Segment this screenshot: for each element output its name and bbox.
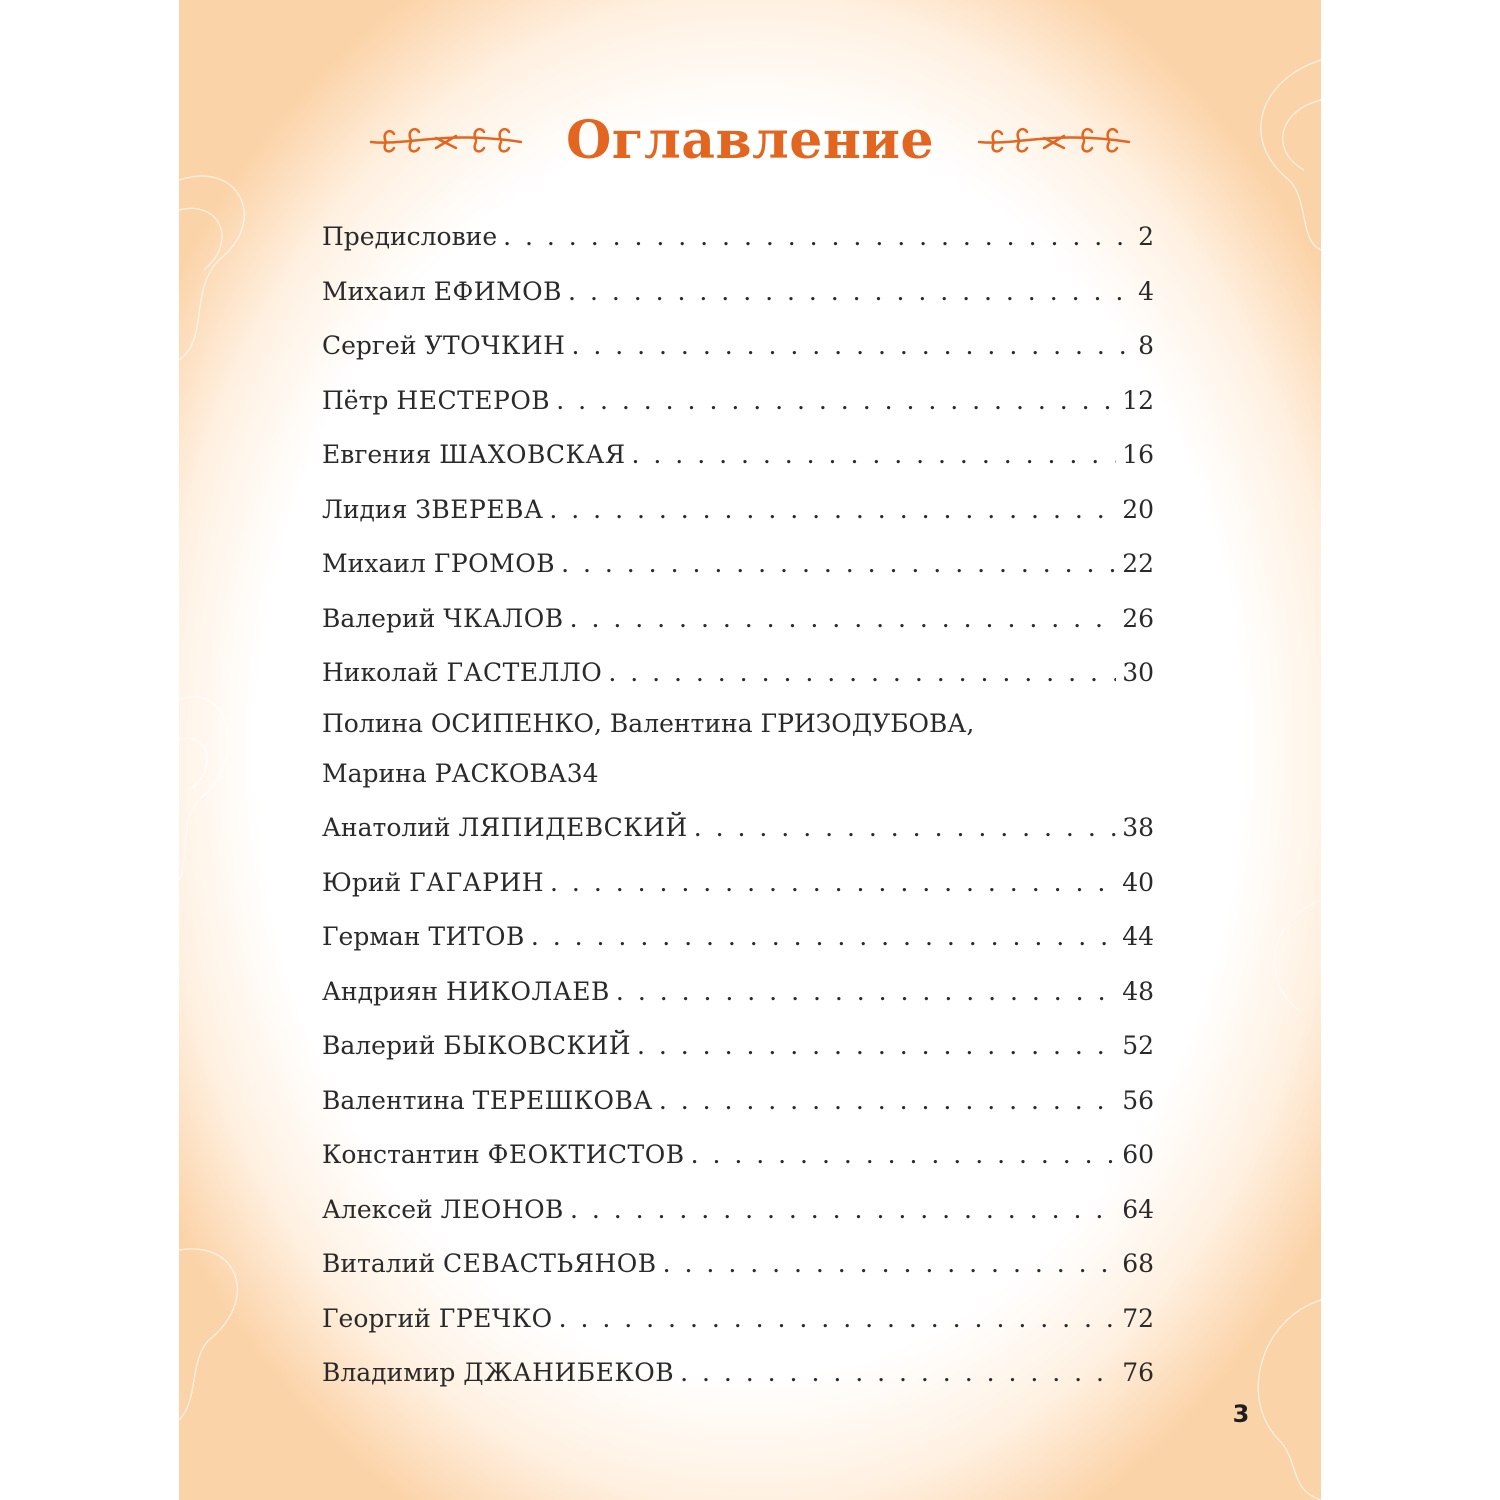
toc-dot-leader — [637, 1019, 1116, 1074]
toc-entry-last-name: ФЕОКТИСТОВ — [487, 1140, 685, 1169]
toc-entry-name — [322, 856, 544, 911]
toc-entry-name — [322, 319, 565, 374]
toc-entry-name — [322, 1183, 564, 1238]
toc-entry-last-name: ТИТОВ — [428, 922, 525, 951]
toc-dot-leader — [570, 1183, 1116, 1238]
toc-entry-name — [322, 428, 626, 483]
toc-entry-last-name: НЕСТЕРОВ — [396, 385, 551, 415]
toc-dot-leader — [608, 646, 1116, 701]
toc-entry-page: 2 — [1138, 222, 1154, 251]
toc-entry[interactable] — [322, 701, 1154, 802]
toc-entry-page: 8 — [1138, 331, 1154, 360]
toc-entry-last-name: СЕВАСТЬЯНОВ — [442, 1249, 657, 1278]
toc-entry-last-name: ТЕРЕШКОВА — [472, 1085, 653, 1115]
toc-entry[interactable] — [322, 483, 1154, 538]
toc-entry-first-name: Юрий — [322, 867, 402, 897]
toc-entry-first-name: Валерий — [322, 1031, 436, 1060]
toc-entry-page: 20 — [1122, 494, 1154, 524]
toc-entry-last-name: ДЖАНИБЕКОВ — [463, 1358, 675, 1387]
toc-dot-leader — [571, 319, 1132, 374]
toc-entry[interactable] — [322, 265, 1154, 320]
toc-entry[interactable] — [322, 210, 1154, 265]
toc-entry-name — [322, 910, 525, 965]
toc-entry-page: 30 — [1122, 658, 1154, 687]
toc-entry-name — [322, 1019, 631, 1074]
toc-entry-first-name: Георгий — [322, 1303, 431, 1333]
toc-entry-page: 52 — [1122, 1031, 1154, 1060]
toc-entry-first-name: Пётр — [322, 385, 389, 415]
toc-entry[interactable] — [322, 1019, 1154, 1074]
toc-entry-name — [322, 537, 555, 592]
toc-entry[interactable] — [322, 801, 1154, 856]
toc-entry[interactable] — [322, 856, 1154, 911]
laurel-branch-ornament-icon — [366, 120, 526, 160]
toc-dot-leader — [632, 428, 1117, 483]
toc-entry-first-name: Герман — [322, 922, 421, 951]
toc-entry-last-name: РАСКОВА — [434, 758, 567, 788]
toc-dot-leader — [659, 1074, 1116, 1129]
toc-dot-leader — [568, 265, 1132, 320]
toc-entry-page: 76 — [1122, 1358, 1154, 1387]
toc-entry-first-name: Михаил — [322, 549, 426, 578]
toc-entry[interactable] — [322, 1346, 1154, 1401]
toc-entry-page: 44 — [1122, 922, 1154, 951]
toc-entry-page: 4 — [1138, 276, 1154, 306]
toc-entry-name — [322, 210, 497, 265]
toc-entry-first-name: Андриян — [322, 976, 439, 1006]
book-page — [179, 0, 1321, 1500]
toc-entry-page: 60 — [1122, 1140, 1154, 1169]
toc-entry-last-name: ГРОМОВ — [433, 549, 556, 578]
toc-entry[interactable] — [322, 1074, 1154, 1129]
toc-entry-last-name: ЧКАЛОВ — [443, 603, 564, 633]
toc-dot-leader — [680, 1346, 1116, 1401]
toc-entry[interactable] — [322, 910, 1154, 965]
toc-entry-name — [322, 747, 567, 802]
title-row — [179, 100, 1321, 180]
toc-entry[interactable] — [322, 646, 1154, 701]
toc-entry-first-name: Валерий — [322, 603, 436, 633]
toc-entry[interactable] — [322, 1183, 1154, 1238]
toc-dot-leader — [549, 483, 1116, 538]
toc-entry-last-name: ЕФИМОВ — [433, 276, 563, 306]
toc-entry-name — [322, 965, 610, 1020]
toc-entry[interactable] — [322, 1292, 1154, 1347]
toc-entry-first-name: Николай — [322, 658, 439, 687]
toc-dot-leader — [561, 537, 1116, 592]
toc-entry-name — [322, 1074, 653, 1129]
toc-entry-first-name: Сергей — [322, 331, 417, 360]
toc-entry-page: 38 — [1122, 813, 1154, 842]
toc-entry-first-name: Алексей — [322, 1194, 433, 1224]
toc-entry-name — [322, 374, 550, 429]
toc-entry-page: 22 — [1122, 549, 1154, 578]
toc-entry-last-name: ГРЕЧКО — [438, 1303, 553, 1333]
toc-entry-page: 40 — [1122, 867, 1154, 897]
toc-entry-name — [322, 801, 688, 856]
toc-entry-first-name: Валентина — [322, 1085, 465, 1115]
toc-entry-name — [322, 1128, 685, 1183]
toc-entry[interactable] — [322, 592, 1154, 647]
toc-entry-page: 26 — [1122, 603, 1154, 633]
toc-dot-leader — [559, 1292, 1117, 1347]
toc-entry-page: 12 — [1122, 385, 1154, 415]
page-title: Оглавление — [565, 109, 935, 171]
toc-entry-last-name: ГАГАРИН — [409, 867, 545, 897]
toc-entry-first-name: Анатолий — [322, 813, 451, 842]
toc-entry-last-name: НИКОЛАЕВ — [446, 976, 610, 1006]
toc-entry-page: 48 — [1122, 976, 1154, 1006]
toc-entry-first-name: Предисловие — [322, 222, 498, 251]
toc-entry[interactable] — [322, 428, 1154, 483]
laurel-branch-ornament-icon — [974, 120, 1134, 160]
toc-dot-leader — [663, 1237, 1117, 1292]
toc-entry-page: 16 — [1122, 440, 1154, 469]
toc-dot-leader — [503, 210, 1132, 265]
toc-entry-first-name: Марина — [322, 758, 427, 788]
toc-entry-first-name: Лидия — [322, 494, 408, 524]
toc-entry-name — [322, 1346, 674, 1401]
toc-dot-leader — [550, 856, 1116, 911]
toc-dot-leader — [531, 910, 1116, 965]
toc-entry-name — [322, 646, 602, 701]
toc-entry-last-name: ЛЯПИДЕВСКИЙ — [458, 813, 688, 842]
toc-entry-first-name: Евгения — [322, 440, 432, 469]
toc-entry-first-name: Михаил — [322, 276, 426, 306]
toc-entry-first-name: Константин — [322, 1140, 480, 1169]
toc-entry[interactable] — [322, 374, 1154, 429]
toc-entry-name — [322, 592, 564, 647]
toc-entry[interactable] — [322, 965, 1154, 1020]
toc-dot-leader — [570, 592, 1117, 647]
toc-entry-name — [322, 1237, 657, 1292]
toc-entry-first-name: Владимир — [322, 1358, 456, 1387]
toc-entry[interactable] — [322, 319, 1154, 374]
toc-entry-last-name: УТОЧКИН — [424, 331, 566, 360]
toc-entry-last-name: БЫКОВСКИЙ — [443, 1031, 631, 1060]
toc-entry-last-name: ЛЕОНОВ — [440, 1194, 564, 1224]
toc-entry[interactable] — [322, 1128, 1154, 1183]
toc-entry-name — [322, 483, 543, 538]
toc-dot-leader — [556, 374, 1116, 429]
toc-entry-last-name: ШАХОВСКАЯ — [439, 440, 626, 469]
toc-entry-page: 34 — [566, 758, 599, 788]
toc-dot-leader — [694, 801, 1116, 856]
toc-entry-page: 68 — [1122, 1249, 1154, 1278]
toc-entry-name-line: Полина ОСИПЕНКО, Валентина ГРИЗОДУБОВА, — [322, 708, 975, 738]
toc-entry[interactable] — [322, 537, 1154, 592]
toc-entry-page: 56 — [1122, 1085, 1154, 1115]
toc-entry-last-name: ГАСТЕЛЛО — [446, 658, 603, 687]
toc-entry-page: 64 — [1122, 1194, 1154, 1224]
toc-entry-first-name: Виталий — [322, 1249, 435, 1278]
toc-dot-leader — [691, 1128, 1117, 1183]
table-of-contents — [322, 210, 1154, 1401]
toc-entry[interactable] — [322, 1237, 1154, 1292]
toc-entry-name — [322, 265, 562, 320]
toc-dot-leader — [616, 965, 1116, 1020]
toc-entry-name — [322, 1292, 553, 1347]
toc-entry-last-name: ЗВЕРЕВА — [415, 494, 544, 524]
page-number: 3 — [1232, 1400, 1250, 1428]
toc-entry-page: 72 — [1122, 1303, 1154, 1333]
